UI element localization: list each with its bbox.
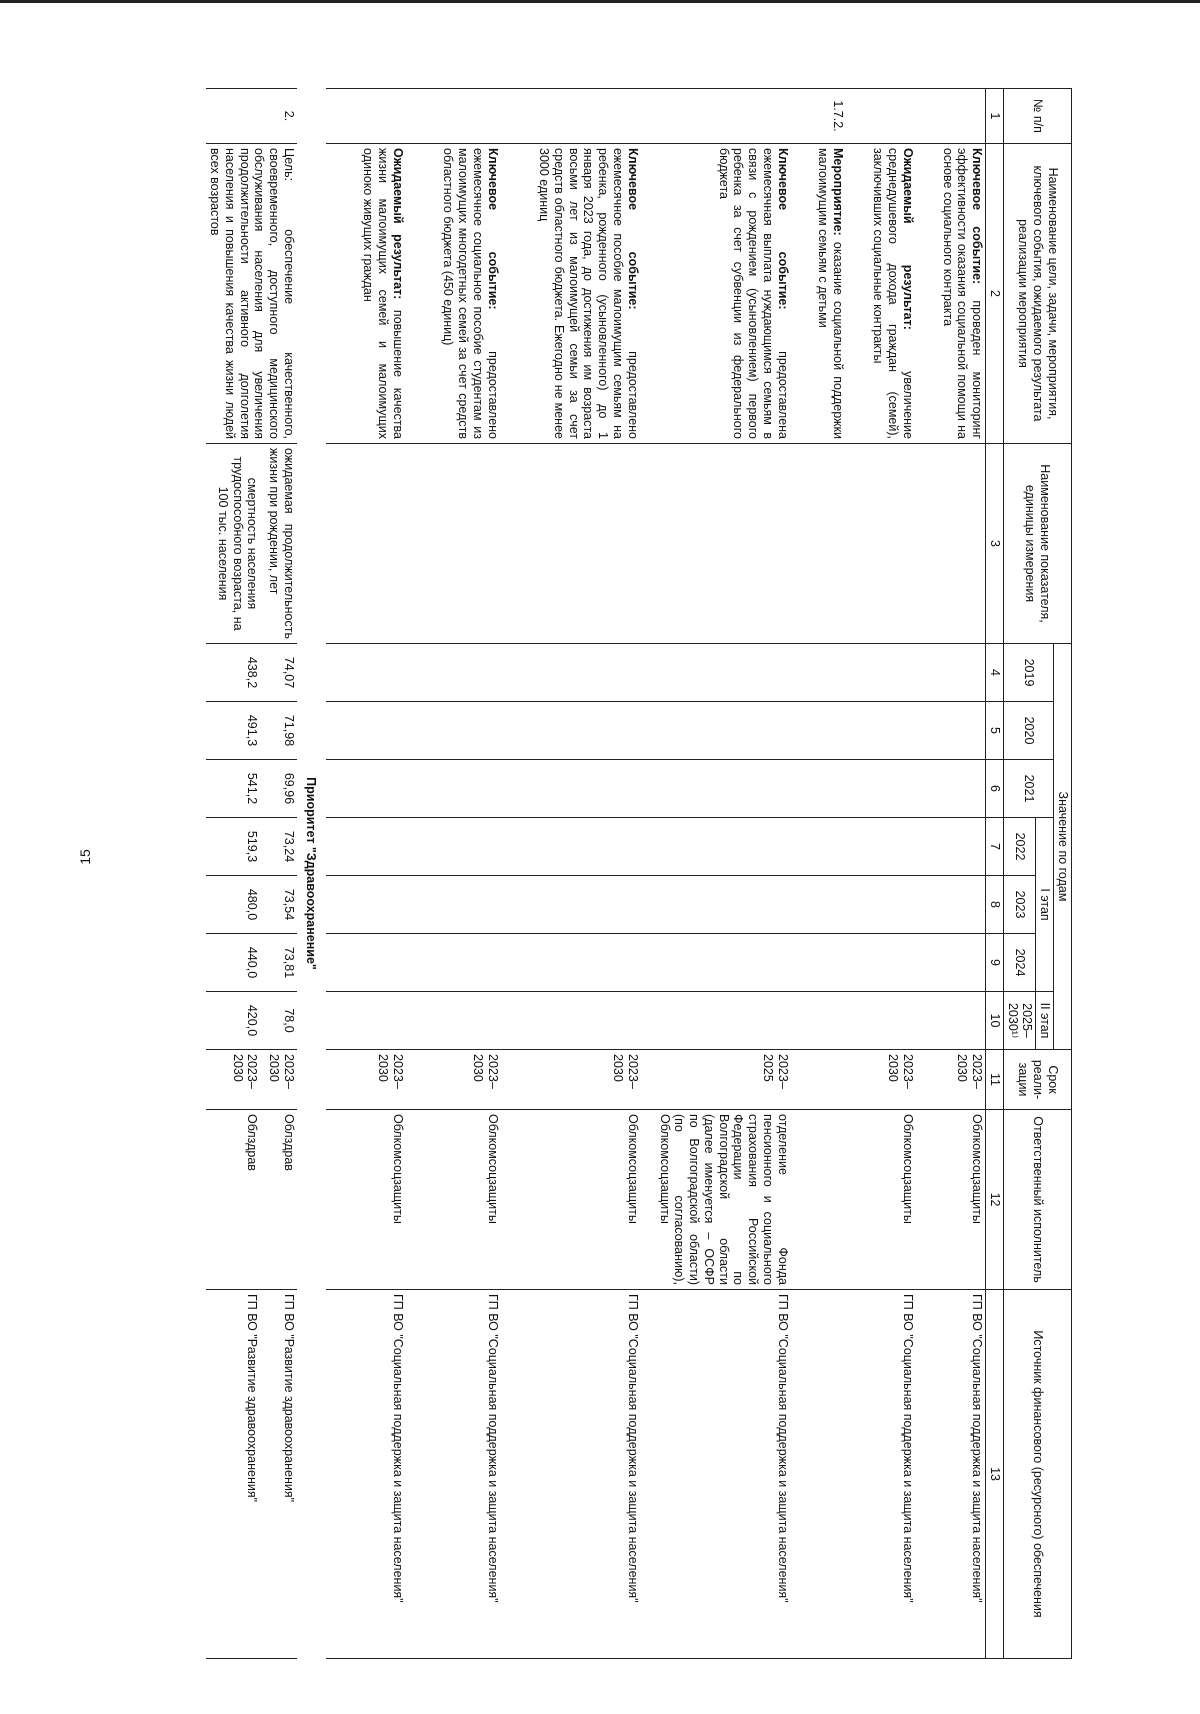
priority-row: [297, 89, 326, 1659]
value-2022: 73,24: [260, 818, 297, 876]
row-label: Ключевое событие:: [970, 148, 985, 285]
value-2019: 74,07: [260, 644, 297, 702]
table-row: [406, 89, 501, 1659]
table-row: [791, 89, 846, 1659]
row-executor: Облздрав: [207, 1110, 261, 1290]
table-row: [846, 89, 916, 1659]
table-row: [916, 89, 986, 1659]
row-executor: Облкомсоцзащиты: [846, 1110, 916, 1290]
col-number: 1: [986, 89, 1004, 144]
row-number: [406, 89, 501, 144]
header-2021: 2021: [1004, 760, 1054, 818]
col-number: 11: [986, 1050, 1004, 1110]
row-number: 1.7.2.: [791, 89, 846, 144]
table-row: [641, 89, 791, 1659]
row-description: [846, 144, 916, 444]
header-2020: 2020: [1004, 702, 1054, 760]
goal-text: обеспечение качественного, своевременного, доступного медицинского обслуживания населения для увеличения продолжительности активного долголетия населения и повышения качества жизни людей всех возрастов: [208, 148, 296, 439]
value-2023: 480,0: [207, 876, 261, 934]
row-text: предоставлено ежемесячное пособие малоимущим семьям на ребенка, рожденного (усыновленного) до 1 января 2023 года, до достижения им возраста восьми лет из малоимущей семьи за счет средств областного бюджета. Ежегодно не менее 3000 единиц: [537, 148, 640, 440]
table-row: [501, 89, 641, 1659]
value-2019: 438,2: [207, 644, 261, 702]
top-border-line: [0, 0, 1200, 3]
row-label: Ожидаемый результат:: [390, 148, 405, 300]
rotated-table-sheet: [122, 88, 1072, 1658]
row-term: 2023–2030: [501, 1050, 641, 1110]
value-2025-2030: 420,0: [207, 992, 261, 1050]
value-2023: 73,54: [260, 876, 297, 934]
value-2020: 71,98: [260, 702, 297, 760]
row-source: ГП ВО "Социальная поддержка и защита населения": [326, 1290, 406, 1659]
value-2020: 491,3: [207, 702, 261, 760]
value-2025-2030: 78,0: [260, 992, 297, 1050]
value-2021: 69,96: [260, 760, 297, 818]
row-number: [326, 89, 406, 144]
row-description: [791, 144, 846, 444]
row-term: 2023–2030: [916, 1050, 986, 1110]
row-term: [791, 1050, 846, 1110]
row-number: [846, 89, 916, 144]
row-source: ГП ВО "Социальная поддержка и защита населения": [641, 1290, 791, 1659]
col-number: 13: [986, 1290, 1004, 1659]
row-label: Ожидаемый результат:: [900, 148, 915, 330]
header-2019: 2019: [1004, 644, 1054, 702]
row-term: 2023–2025: [641, 1050, 791, 1110]
row-description: [641, 144, 791, 444]
row-source: ГП ВО "Социальная поддержка и защита населения": [501, 1290, 641, 1659]
header-term: Срок реали-зации: [1004, 1050, 1072, 1110]
header-num: № п/п: [1004, 89, 1072, 144]
priority-title: Приоритет "Здравоохранение": [303, 777, 318, 970]
header-2023: 2023: [1004, 876, 1037, 934]
row-term: 2023–2030: [326, 1050, 406, 1110]
row-term: 2023–2030: [846, 1050, 916, 1110]
goal-row: [260, 89, 297, 1659]
col-number: 2: [986, 144, 1004, 444]
col-number: 10: [986, 992, 1004, 1050]
col-number: 12: [986, 1110, 1004, 1290]
value-2021: 541,2: [207, 760, 261, 818]
row-source: ГП ВО "Развитие здравоохранения": [207, 1290, 261, 1659]
goal-label: Цель:: [282, 148, 296, 182]
header-stage-2: II этап: [1036, 992, 1054, 1050]
row-text: повышение качества жизни малоимущих семей и малоимущих одиноко живущих граждан: [361, 148, 405, 440]
row-source: ГП ВО "Социальная поддержка и защита населения": [406, 1290, 501, 1659]
value-2022: 519,3: [207, 818, 261, 876]
header-2022: 2022: [1004, 818, 1037, 876]
indicator-name: смертность населения трудоспособного возраста, на 100 тыс. населения: [207, 444, 261, 644]
table-row: [326, 89, 406, 1659]
row-term: 2023–2030: [207, 1050, 261, 1110]
row-term: 2023–2030: [260, 1050, 297, 1110]
col-number: 7: [986, 818, 1004, 876]
header-2025-2030: 2025–2030¹⁾: [1004, 992, 1037, 1050]
row-executor: Облкомсоцзащиты: [501, 1110, 641, 1290]
row-text: предоставлено ежемесячное социальное пособие студентам из малоимущих многодетных семей за счет средств областного бюджета (450 единиц): [441, 148, 500, 440]
value-2024: 440,0: [207, 934, 261, 992]
row-text: оказание социальной поддержки малоимущим семьям с детьми: [816, 148, 845, 439]
column-number-row: [986, 89, 1004, 1659]
row-text: предоставлена ежемесячная выплата нуждающимся семьям в связи с рождением (усыновлением) первого ребенка за счет субвенции из федерального бюджета: [716, 148, 790, 440]
row-label: Ключевое событие:: [625, 148, 640, 310]
row-label: Ключевое событие:: [775, 148, 790, 310]
row-source: ГП ВО "Социальная поддержка и защита населения": [916, 1290, 986, 1659]
row-number: [916, 89, 986, 144]
row-description: [406, 144, 501, 444]
goal-description: [207, 144, 298, 444]
row-executor: Облздрав: [260, 1110, 297, 1290]
row-executor: [791, 1110, 846, 1290]
row-number: [641, 89, 791, 144]
row-source: ГП ВО "Социальная поддержка и защита населения": [846, 1290, 916, 1659]
row-text: проведен мониторинг эффективности оказания социальной помощи на основе социального контракта: [940, 148, 985, 439]
col-number: 3: [986, 444, 1004, 644]
row-source: [791, 1290, 846, 1659]
row-term: 2023–2030: [406, 1050, 501, 1110]
row-executor: отделение Фонда пенсионного и социального страхования Российской Федерации по Волгоградской области (далее именуется – ОСФР по Волгоградской области) (по согласованию), Облкомсоцзащиты: [641, 1110, 791, 1290]
row-executor: Облкомсоцзащиты: [916, 1110, 986, 1290]
row-source: ГП ВО "Развитие здравоохранения": [260, 1290, 297, 1659]
row-label: Мероприятие:: [830, 148, 845, 236]
col-number: 8: [986, 876, 1004, 934]
col-number: 6: [986, 760, 1004, 818]
header-source: Источник финансового (ресурсного) обеспечения: [1004, 1290, 1072, 1659]
row-description: [916, 144, 986, 444]
header-values-by-year: Значение по годам: [1054, 644, 1072, 1050]
indicator-name: ожидаемая продолжительность жизни при рождении, лет: [260, 444, 297, 644]
header-2024: 2024: [1004, 934, 1037, 992]
header-stage-1: I этап: [1036, 818, 1054, 992]
header-name: Наименование цели, задачи, мероприятия, ключевого события, ожидаемого результата реализации мероприятия: [1004, 144, 1072, 444]
page-number: 15: [77, 849, 93, 865]
measures-table: [207, 88, 1073, 1659]
row-executor: Облкомсоцзащиты: [326, 1110, 406, 1290]
col-number: 9: [986, 934, 1004, 992]
header-executor: Ответственный исполнитель: [1004, 1110, 1072, 1290]
row-number: [501, 89, 641, 144]
row-description: [326, 144, 406, 444]
header-indicator: Наименование показателя, единицы измерения: [1004, 444, 1072, 644]
row-label: Ключевое событие:: [485, 148, 500, 310]
row-text: увеличение среднедушевого дохода граждан (семей), заключивших социальные контракты: [871, 148, 915, 439]
value-2024: 73,81: [260, 934, 297, 992]
col-number: 4: [986, 644, 1004, 702]
goal-number: 2.: [207, 89, 298, 144]
row-description: [501, 144, 641, 444]
row-executor: Облкомсоцзащиты: [406, 1110, 501, 1290]
col-number: 5: [986, 702, 1004, 760]
